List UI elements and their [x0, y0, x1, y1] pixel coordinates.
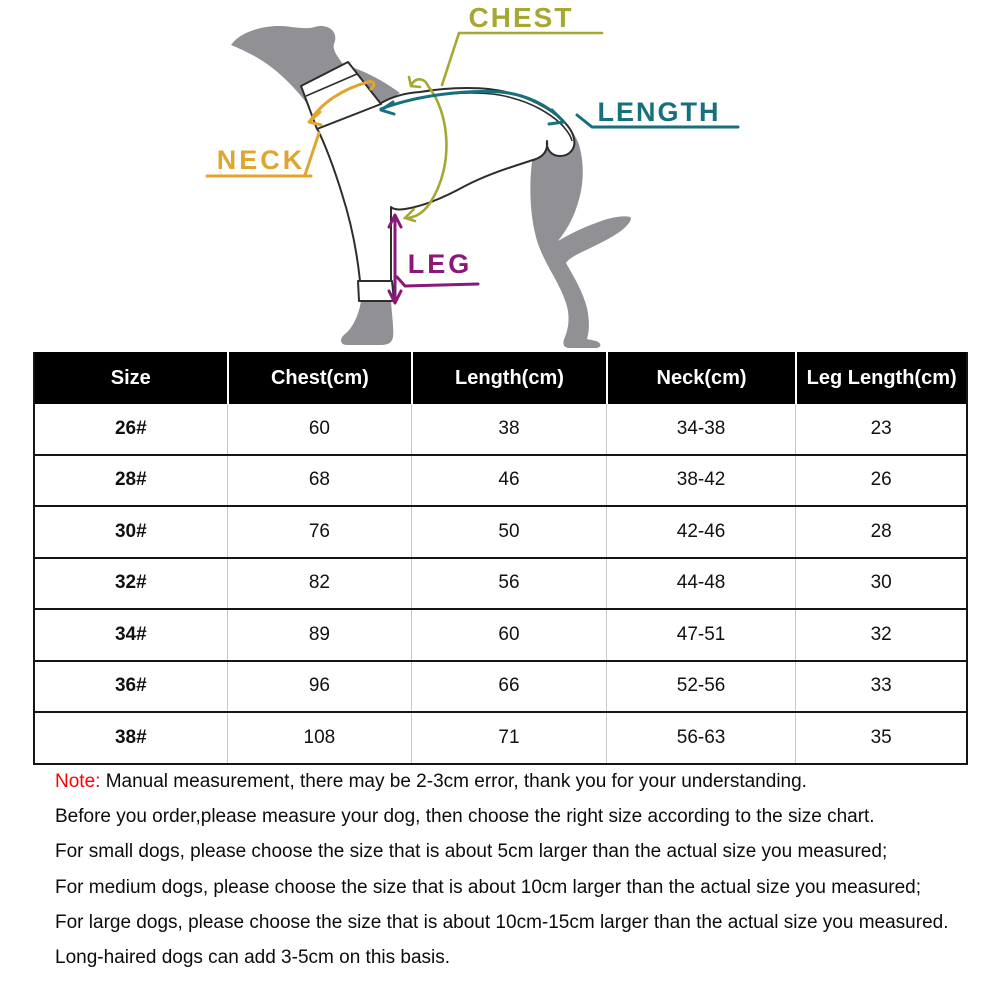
header-leg-length: Leg Length(cm) [795, 352, 966, 404]
cell-size: 26# [114, 417, 147, 439]
cell-leg: 33 [795, 662, 966, 712]
note-line-5: For large dogs, please choose the size that is about 10cm-15cm larger than the actual size you measured. [55, 911, 949, 933]
cell-size: 36# [114, 675, 147, 697]
note-line-2: Before you order,please measure your dog, then choose the right size according to the size chart. [55, 806, 875, 828]
length-label: LENGTH [597, 97, 721, 127]
cell-size: 38# [114, 726, 147, 748]
cell-length: 66 [411, 662, 606, 712]
header-neck: Neck(cm) [606, 352, 796, 404]
table-row [35, 660, 966, 712]
cell-neck: 42-46 [606, 507, 796, 557]
header-chest: Chest(cm) [227, 352, 412, 404]
cell-size: 34# [114, 623, 147, 645]
size-table [33, 352, 968, 765]
leg-annotation [389, 215, 478, 303]
cell-chest: 108 [227, 713, 412, 763]
table-row [35, 454, 966, 506]
cell-leg: 35 [795, 713, 966, 763]
leg-label: LEG [407, 249, 473, 279]
dog-front-paw-silhouette [341, 301, 393, 345]
cell-neck: 47-51 [606, 610, 796, 660]
cell-neck: 56-63 [606, 713, 796, 763]
cell-size: 30# [114, 520, 147, 542]
cell-length: 38 [411, 404, 606, 454]
note-label: Note: [55, 771, 101, 792]
table-row [35, 557, 966, 609]
note-line-4: For medium dogs, please choose the size that is about 10cm larger than the actual size you measured; [55, 876, 922, 898]
note-line-6: Long-haired dogs can add 3-5cm on this basis. [55, 946, 451, 968]
chest-leader-line [442, 33, 602, 85]
table-row [35, 711, 966, 763]
table-row [35, 404, 966, 454]
cell-chest: 68 [227, 456, 412, 506]
cell-chest: 82 [227, 559, 412, 609]
cell-length: 50 [411, 507, 606, 557]
cell-size: 28# [114, 469, 147, 491]
header-size: Size [110, 366, 151, 389]
neck-leader-line [305, 133, 319, 175]
cell-leg: 26 [795, 456, 966, 506]
cell-length: 46 [411, 456, 606, 506]
chest-label: CHEST [468, 2, 574, 33]
cell-chest: 89 [227, 610, 412, 660]
cell-length: 56 [411, 559, 606, 609]
cell-size: 32# [114, 572, 147, 594]
neck-label: NECK [216, 145, 306, 175]
cell-length: 71 [411, 713, 606, 763]
cell-neck: 34-38 [606, 404, 796, 454]
cell-length: 60 [411, 610, 606, 660]
cell-neck: 44-48 [606, 559, 796, 609]
notes-section [55, 772, 985, 983]
table-row [35, 608, 966, 660]
cell-chest: 96 [227, 662, 412, 712]
cell-leg: 30 [795, 559, 966, 609]
dog-measurement-diagram [0, 0, 1000, 352]
cell-leg: 28 [795, 507, 966, 557]
cell-leg: 23 [795, 404, 966, 454]
note-line-3: For small dogs, please choose the size that is about 5cm larger than the actual size you measured; [55, 841, 888, 863]
cell-leg: 32 [795, 610, 966, 660]
cell-chest: 60 [227, 404, 412, 454]
note-text: Manual measurement, there may be 2-3cm error, thank you for your understanding. [100, 771, 807, 792]
note-line-1 [55, 772, 985, 792]
table-row [35, 505, 966, 557]
header-length: Length(cm) [411, 352, 606, 404]
cell-neck: 52-56 [606, 662, 796, 712]
chest-arrowhead-bottom [405, 209, 415, 221]
table-header-row [35, 352, 966, 404]
cell-neck: 38-42 [606, 456, 796, 506]
cell-chest: 76 [227, 507, 412, 557]
